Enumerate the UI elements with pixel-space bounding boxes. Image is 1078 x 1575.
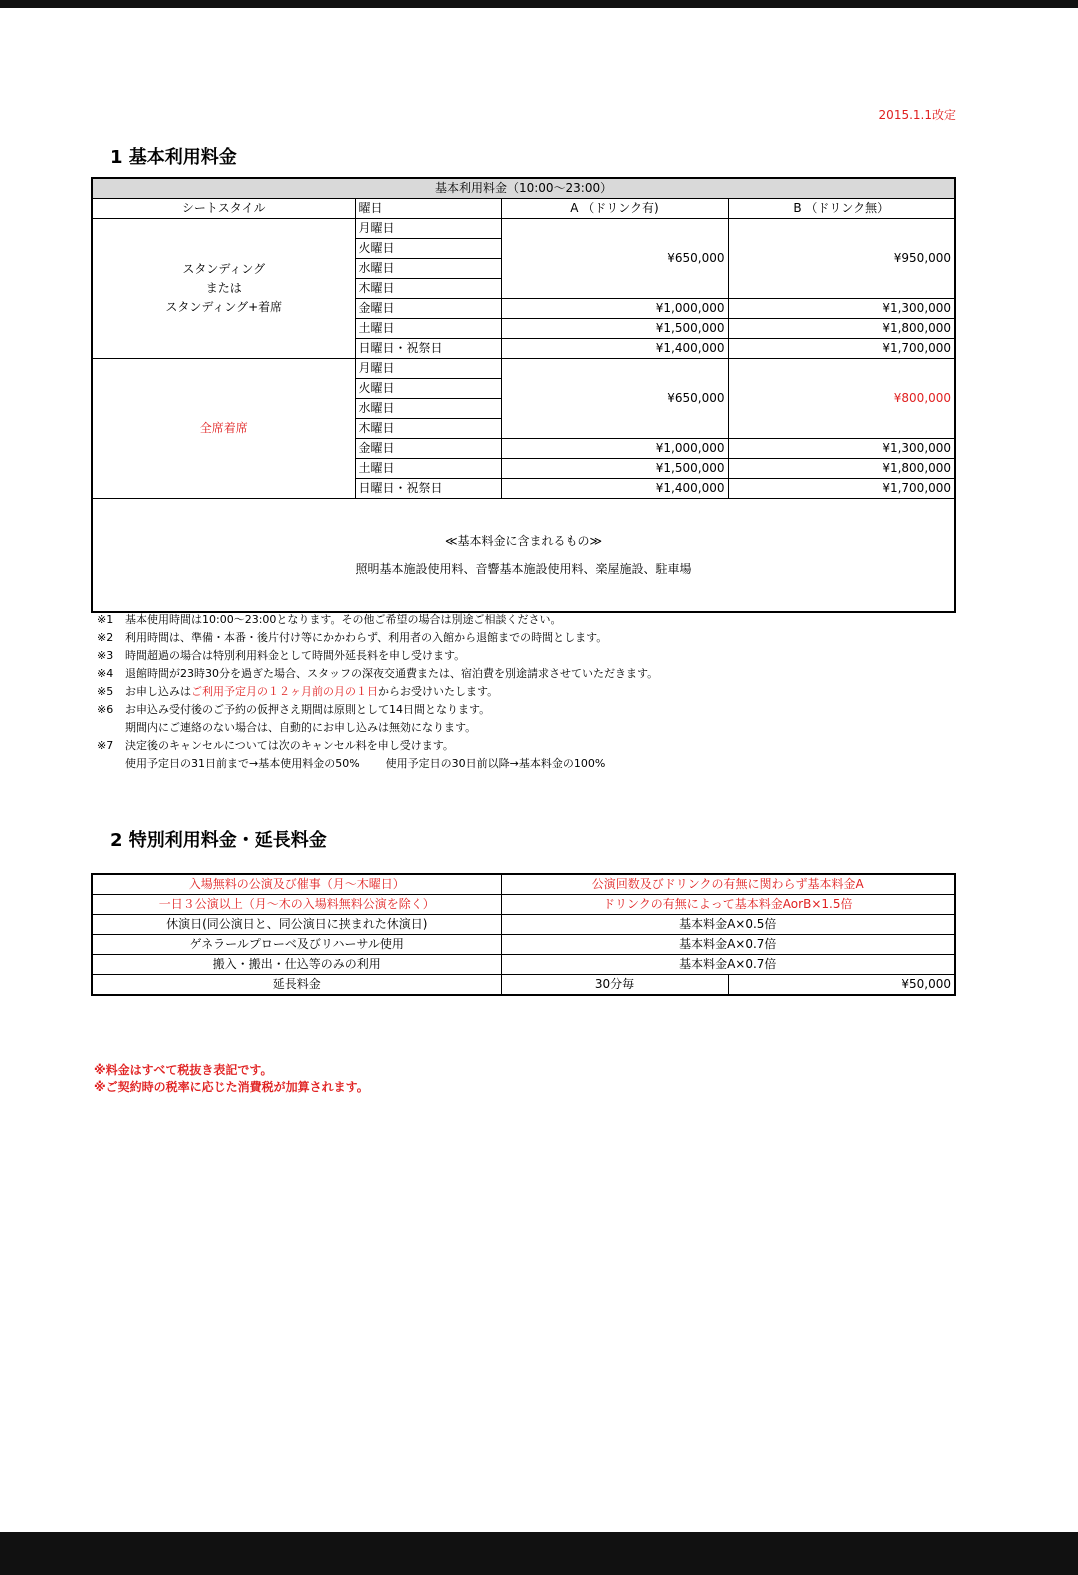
price-a-weekday: ¥650,000 xyxy=(501,219,728,299)
tax-notice xyxy=(94,1062,369,1096)
day-cell: 日曜日・祝祭日 xyxy=(355,479,501,499)
tax-line: ※ご契約時の税率に応じた消費税が加算されます。 xyxy=(94,1080,369,1094)
header-seat-style: シートスタイル xyxy=(92,199,355,219)
header-b: B （ドリンク無） xyxy=(728,199,955,219)
table-title-row xyxy=(92,178,955,199)
extension-row xyxy=(92,975,955,996)
note-mark: ※4 xyxy=(97,667,114,680)
note-2 xyxy=(97,629,658,647)
section1-title: 1 基本利用料金 xyxy=(110,147,237,168)
table-row xyxy=(92,895,955,915)
special-value: 公演回数及びドリンクの有無に関わらず基本料金A xyxy=(501,874,955,895)
note-text: 利用時間は、準備・本番・後片付け等にかかわらず、利用者の入館から退館までの時間とします。 xyxy=(125,631,608,644)
note-4 xyxy=(97,665,658,683)
style-line: スタンディング+着席 xyxy=(165,300,283,314)
price-a-fri: ¥1,000,000 xyxy=(501,439,728,459)
price-a-sun: ¥1,400,000 xyxy=(501,479,728,499)
includes-row xyxy=(92,499,955,613)
day-cell: 日曜日・祝祭日 xyxy=(355,339,501,359)
top-bar xyxy=(0,0,1078,8)
note-6-continued: 期間内にご連絡のない場合は、自動的にお申し込みは無効になります。 xyxy=(125,721,477,734)
note-3 xyxy=(97,647,658,665)
price-b-sat: ¥1,800,000 xyxy=(728,459,955,479)
note-mark: ※1 xyxy=(97,613,114,626)
special-value: 基本料金A×0.5倍 xyxy=(501,915,955,935)
price-b-fri: ¥1,300,000 xyxy=(728,439,955,459)
note-5 xyxy=(97,683,658,701)
table-row xyxy=(92,955,955,975)
price-a-sun: ¥1,400,000 xyxy=(501,339,728,359)
price-a-fri: ¥1,000,000 xyxy=(501,299,728,319)
day-cell: 水曜日 xyxy=(355,399,501,419)
tax-line: ※料金はすべて税抜き表記です。 xyxy=(94,1063,273,1077)
notes-list xyxy=(97,611,658,773)
note-text: 退館時間が23時30分を過ぎた場合、スタッフの深夜交通費または、宿泊費を別途請求させていただきます。 xyxy=(125,667,659,680)
header-row xyxy=(92,199,955,219)
special-value: 基本料金A×0.7倍 xyxy=(501,935,955,955)
note-6 xyxy=(97,701,658,719)
note-7-continued xyxy=(97,755,658,773)
price-b-sun: ¥1,700,000 xyxy=(728,339,955,359)
note-mark: ※2 xyxy=(97,631,114,644)
note-text: 決定後のキャンセルについては次のキャンセル料を申し受けます。 xyxy=(125,739,454,752)
special-label: 入場無料の公演及び催事（月〜木曜日） xyxy=(92,874,501,895)
seat-style-all-seated: 全席着席 xyxy=(92,359,355,499)
note-mark: ※5 xyxy=(97,685,114,698)
price-b-sat: ¥1,800,000 xyxy=(728,319,955,339)
bottom-bar xyxy=(0,1532,1078,1575)
day-cell: 木曜日 xyxy=(355,279,501,299)
style-line: または xyxy=(205,281,242,295)
day-cell: 火曜日 xyxy=(355,239,501,259)
table-row xyxy=(92,935,955,955)
price-a-sat: ¥1,500,000 xyxy=(501,459,728,479)
note-text: からお受けいたします。 xyxy=(378,685,499,698)
special-label: ゲネラールプローベ及びリハーサル使用 xyxy=(92,935,501,955)
note-mark: ※7 xyxy=(97,739,114,752)
price-b-weekday: ¥800,000 xyxy=(728,359,955,439)
price-b-fri: ¥1,300,000 xyxy=(728,299,955,319)
price-b-weekday: ¥950,000 xyxy=(728,219,955,299)
section2-title: 2 特別利用料金・延長料金 xyxy=(110,830,327,851)
revision-date: 2015.1.1改定 xyxy=(878,108,956,122)
table-row xyxy=(92,219,955,239)
day-cell: 木曜日 xyxy=(355,419,501,439)
special-label: 一日３公演以上（月〜木の入場料無料公演を除く） xyxy=(92,895,501,915)
basic-fee-table xyxy=(91,177,956,613)
seat-style-standing xyxy=(92,219,355,359)
special-label: 搬入・搬出・仕込等のみの利用 xyxy=(92,955,501,975)
price-a-weekday: ¥650,000 xyxy=(501,359,728,439)
header-day: 曜日 xyxy=(355,199,501,219)
includes-title: ≪基本料金に含まれるもの≫ xyxy=(444,534,603,548)
note-text: お申し込みは xyxy=(125,685,191,698)
includes-cell xyxy=(92,499,955,613)
note-text: 使用予定日の31日前まで→基本使用料金の50% xyxy=(125,757,360,770)
day-cell: 火曜日 xyxy=(355,379,501,399)
note-text: 基本使用時間は10:00〜23:00となります。その他ご希望の場合は別途ご相談ください。 xyxy=(125,613,562,626)
special-value: ドリンクの有無によって基本料金AorB×1.5倍 xyxy=(501,895,955,915)
note-mark: ※3 xyxy=(97,649,114,662)
day-cell: 土曜日 xyxy=(355,459,501,479)
price-a-sat: ¥1,500,000 xyxy=(501,319,728,339)
table-row xyxy=(92,874,955,895)
table-row xyxy=(92,915,955,935)
table-title: 基本利用料金（10:00〜23:00） xyxy=(92,178,955,199)
day-cell: 月曜日 xyxy=(355,219,501,239)
table-row xyxy=(92,359,955,379)
day-cell: 金曜日 xyxy=(355,439,501,459)
day-cell: 月曜日 xyxy=(355,359,501,379)
special-value: 基本料金A×0.7倍 xyxy=(501,955,955,975)
note-text: 時間超過の場合は特別利用料金として時間外延長料を申し受けます。 xyxy=(125,649,466,662)
note-1 xyxy=(97,611,658,629)
day-cell: 水曜日 xyxy=(355,259,501,279)
price-b-sun: ¥1,700,000 xyxy=(728,479,955,499)
note-text: お申込み受付後のご予約の仮押さえ期間は原則として14日間となります。 xyxy=(125,703,491,716)
extension-price: ¥50,000 xyxy=(728,975,955,996)
note-text-highlight: ご利用予定月の１２ヶ月前の月の１日 xyxy=(191,685,378,698)
header-a: A （ドリンク有) xyxy=(501,199,728,219)
includes-text: 照明基本施設使用料、音響基本施設使用料、楽屋施設、駐車場 xyxy=(355,562,692,576)
special-label: 休演日(同公演日と、同公演日に挟まれた休演日) xyxy=(92,915,501,935)
extension-unit: 30分毎 xyxy=(501,975,728,996)
style-line: スタンディング xyxy=(182,262,266,276)
day-cell: 金曜日 xyxy=(355,299,501,319)
note-mark: ※6 xyxy=(97,703,114,716)
special-fee-table xyxy=(91,873,956,996)
extension-label: 延長料金 xyxy=(92,975,501,996)
note-text: 使用予定日の30日前以降→基本料金の100% xyxy=(385,757,606,770)
day-cell: 土曜日 xyxy=(355,319,501,339)
note-7 xyxy=(97,737,658,755)
